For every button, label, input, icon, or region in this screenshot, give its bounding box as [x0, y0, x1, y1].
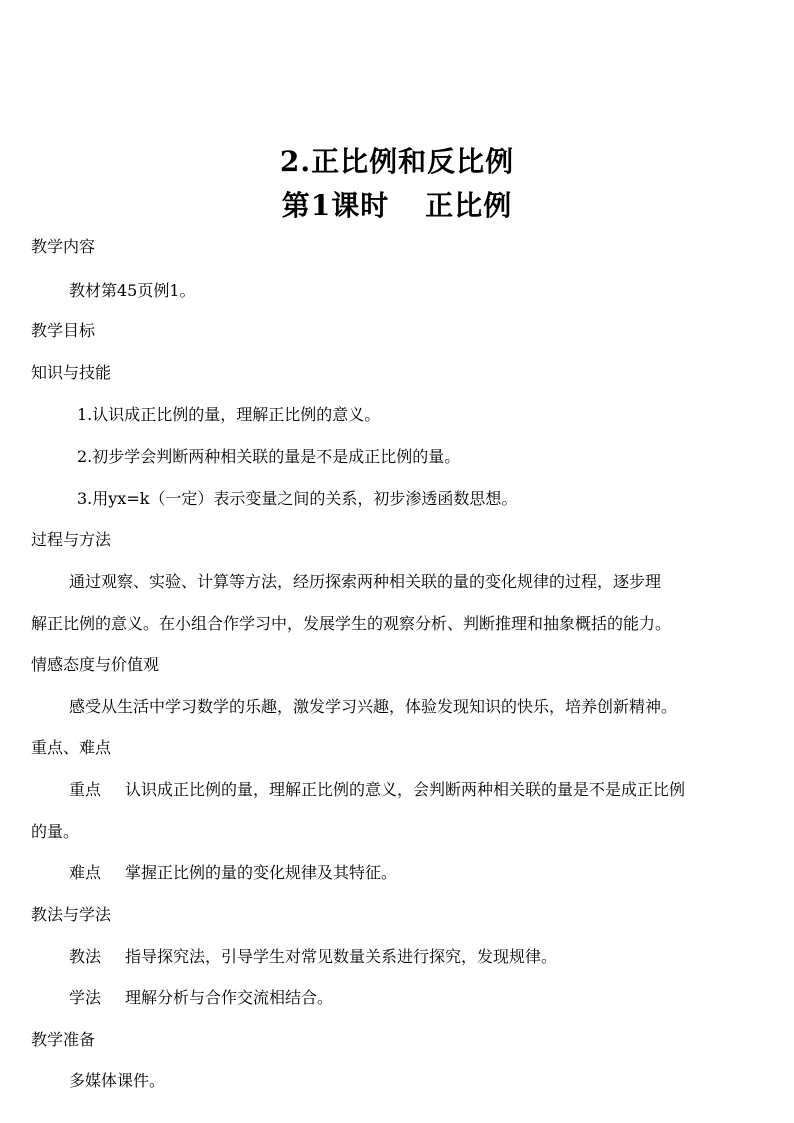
process-text-line2: 解正比例的意义。在小组合作学习中，发展学生的观察分析、判断推理和抽象概括的能力。 — [31, 614, 672, 633]
key-point — [69, 779, 685, 801]
content-heading: 教学内容 — [31, 237, 96, 256]
knowledge-item-2: 2.初步学会判断两种相关联的量是不是成正比例的量。 — [77, 447, 461, 466]
learn-method — [69, 987, 333, 1009]
key-text-line2: 的量。 — [31, 822, 80, 841]
teach-method — [69, 946, 557, 968]
key-heading: 重点、难点 — [31, 738, 112, 757]
lesson-topic: 正比例 — [425, 189, 513, 222]
difficulty-point — [69, 862, 397, 884]
process-text-line1: 通过观察、实验、计算等方法，经历探索两种相关联的量的变化规律的过程，逐步理 — [69, 572, 662, 591]
lesson-title — [0, 188, 794, 224]
key-label: 重点 — [69, 780, 102, 799]
process-heading: 过程与方法 — [31, 530, 112, 549]
knowledge-item-1: 1.认识成正比例的量，理解正比例的意义。 — [77, 405, 381, 424]
key-text: 认识成正比例的量，理解正比例的意义，会判断两种相关联的量是不是成正比例 — [125, 780, 686, 799]
learn-label: 学法 — [69, 988, 102, 1007]
lesson-number: 第1课时 — [281, 189, 390, 222]
prep-text: 多媒体课件。 — [69, 1071, 166, 1090]
learn-text: 理解分析与合作交流相结合。 — [125, 988, 334, 1007]
prep-heading: 教学准备 — [31, 1030, 96, 1049]
knowledge-heading: 知识与技能 — [31, 363, 112, 382]
method-heading: 教法与学法 — [31, 905, 112, 924]
attitude-heading: 情感态度与价值观 — [31, 655, 160, 674]
content-text: 教材第45页例1。 — [69, 281, 196, 300]
teach-label: 教法 — [69, 947, 102, 966]
attitude-text: 感受从生活中学习数学的乐趣，激发学习兴趣，体验发现知识的快乐，培养创新精神。 — [69, 697, 678, 716]
knowledge-item-3: 3.用yx=k（一定）表示变量之间的关系，初步渗透函数思想。 — [77, 489, 518, 508]
goals-heading: 教学目标 — [31, 321, 96, 340]
difficulty-text: 掌握正比例的量的变化规律及其特征。 — [125, 863, 398, 882]
difficulty-label: 难点 — [69, 863, 102, 882]
teach-text: 指导探究法，引导学生对常见数量关系进行探究，发现规律。 — [125, 947, 558, 966]
chapter-title: 2.正比例和反比例 — [279, 145, 515, 178]
